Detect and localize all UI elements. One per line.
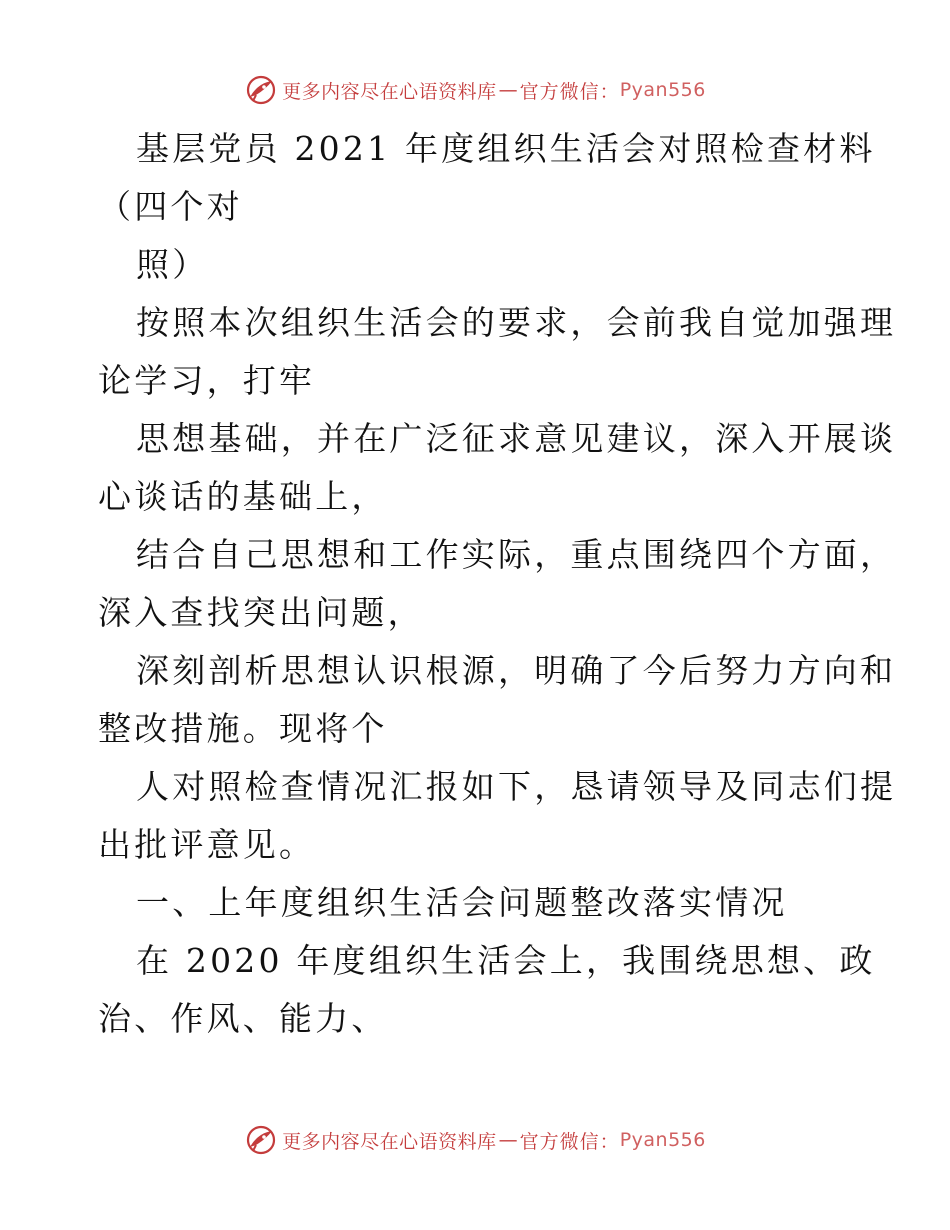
- watermark-site-text: 更多内容尽在心语资料库: [282, 80, 497, 103]
- paragraph-line: 心谈话的基础上，: [98, 477, 388, 516]
- paragraph-line: 人对照检查情况汇报如下，恳请领导及同志们提: [136, 767, 897, 806]
- watermark-wechat-id: Pyan556: [619, 1129, 706, 1151]
- document-title-line-1: 基层党员 2021 年度组织生活会对照检查材料: [136, 129, 876, 168]
- watermark-dash: —: [498, 1129, 518, 1151]
- paragraph-line: 治、作风、能力、: [98, 999, 388, 1038]
- footer-watermark: [0, 1120, 950, 1160]
- paragraph-line: 论学习，打牢: [98, 361, 316, 400]
- pen-nib-logo-icon: [244, 73, 278, 107]
- document-body: [98, 120, 897, 1048]
- paragraph-line: 出批评意见。: [98, 825, 316, 864]
- document-title-line-2: （四个对: [98, 187, 243, 226]
- watermark-official-text: 官方微信：: [519, 80, 620, 103]
- header-watermark: [0, 70, 950, 110]
- paragraph-line: 深刻剖析思想认识根源，明确了今后努力方向和: [136, 651, 897, 690]
- paragraph-line: 思想基础，并在广泛征求意见建议，深入开展谈: [136, 419, 897, 458]
- paragraph-line: 深入查找突出问题，: [98, 593, 424, 632]
- watermark-wechat-id: Pyan556: [619, 79, 706, 101]
- watermark-dash: —: [498, 79, 518, 101]
- pen-nib-logo-icon: [244, 1123, 278, 1157]
- paragraph-line: 按照本次组织生活会的要求，会前我自觉加强理: [136, 303, 897, 342]
- paragraph-line: 在 2020 年度组织生活会上，我围绕思想、政: [136, 941, 876, 980]
- paragraph-line: 结合自己思想和工作实际，重点围绕四个方面，: [136, 535, 897, 574]
- watermark-official-text: 官方微信：: [519, 1130, 620, 1153]
- document-title-line-3: 照）: [136, 245, 209, 284]
- section-heading: 一、上年度组织生活会问题整改落实情况: [136, 883, 788, 922]
- watermark-site-text: 更多内容尽在心语资料库: [282, 1130, 497, 1153]
- paragraph-line: 整改措施。现将个: [98, 709, 388, 748]
